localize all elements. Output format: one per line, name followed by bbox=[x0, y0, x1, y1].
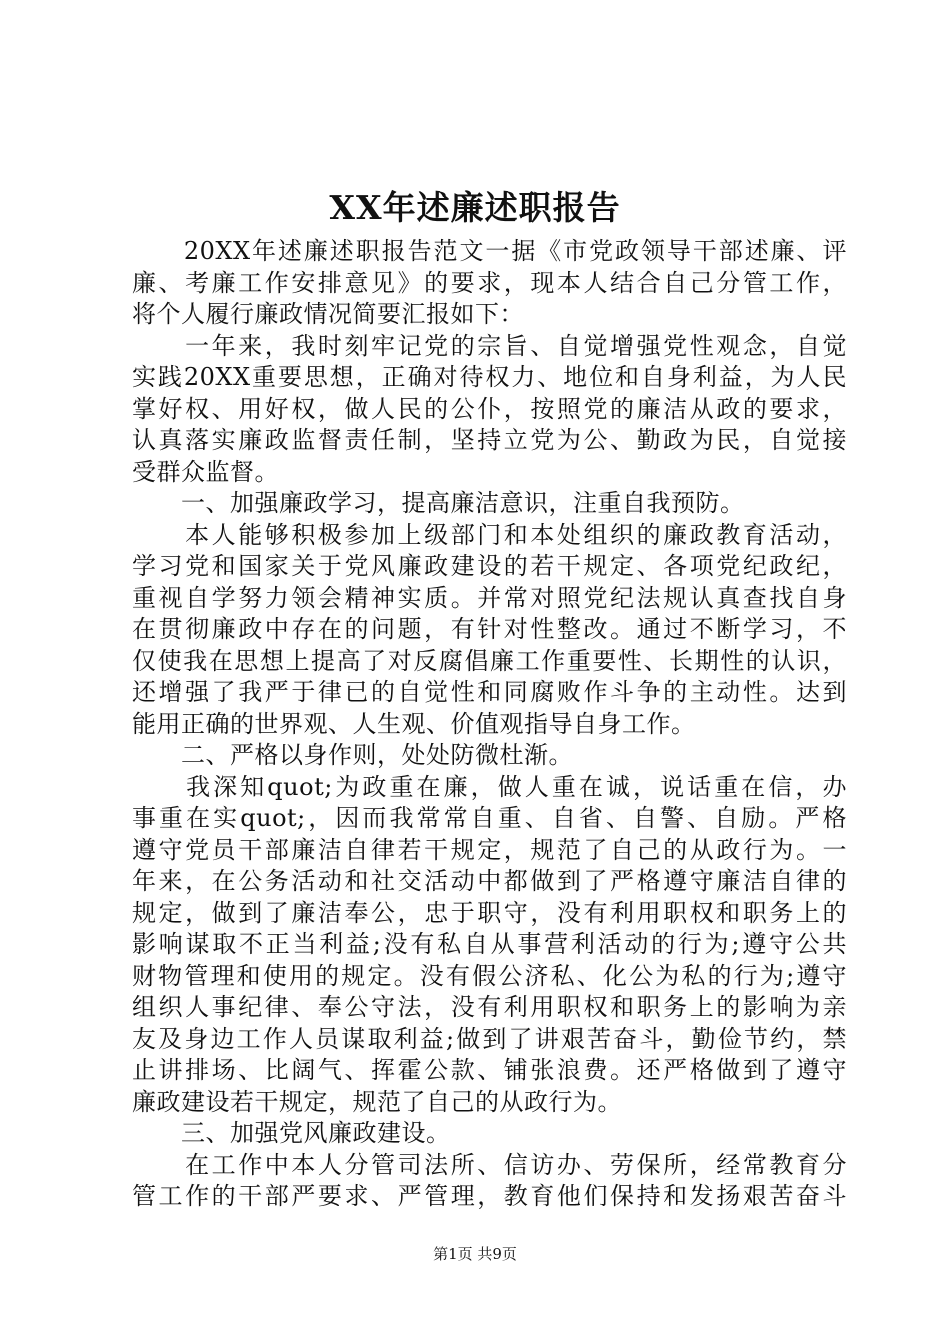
text-line: 重视自学努力领会精神实质。并常对照党纪法规认真查找自身 bbox=[132, 583, 847, 612]
text-line: 学习党和国家关于党风廉政建设的若干规定、各项党纪政纪， bbox=[132, 552, 847, 580]
document-title: XX年述廉述职报告 bbox=[329, 188, 621, 227]
text-line: 在工作中本人分管司法所、信访办、劳保所，经常教育分 bbox=[132, 1150, 847, 1179]
text-line: 友及身边工作人员谋取利益;做到了讲艰苦奋斗，勤俭节约，禁 bbox=[132, 1024, 847, 1053]
text-line: 年来，在公务活动和社交活动中都做到了严格遵守廉洁自律的 bbox=[132, 867, 847, 895]
text-line: 能用正确的世界观、人生观、价值观指导自身工作。 bbox=[132, 709, 696, 738]
text-line: 影响谋取不正当利益;没有私自从事营利活动的行为;遵守公共 bbox=[132, 930, 847, 958]
text-line: 廉、考廉工作安排意见》的要求，现本人结合自己分管工作， bbox=[132, 268, 847, 297]
text-line: 财物管理和使用的规定。没有假公济私、化公为私的行为;遵守 bbox=[132, 961, 847, 990]
text-line: 廉政建设若干规定，规范了自己的从政行为。 bbox=[132, 1087, 622, 1116]
text-line: 一年来，我时刻牢记党的宗旨、自觉增强党性观念，自觉 bbox=[132, 331, 847, 360]
text-line: 将个人履行廉政情况简要汇报如下： bbox=[132, 300, 524, 328]
text-line: 管工作的干部严要求、严管理，教育他们保持和发扬艰苦奋斗 bbox=[132, 1182, 847, 1210]
text-line: 我深知quot;为政重在廉，做人重在诚，说话重在信，办 bbox=[132, 772, 847, 801]
section-heading: 一、加强廉政学习，提高廉洁意识，注重自我预防。 bbox=[132, 489, 745, 517]
section-heading: 三、加强党风廉政建设。 bbox=[132, 1119, 451, 1147]
text-line: 组织人事纪律、奉公守法，没有利用职权和职务上的影响为亲 bbox=[132, 993, 847, 1021]
text-line: 仅使我在思想上提高了对反腐倡廉工作重要性、长期性的认识， bbox=[132, 646, 847, 675]
text-line: 事重在实quot;，因而我常常自重、自省、自警、自励。严格 bbox=[132, 804, 847, 832]
text-line: 止讲排场、比阔气、挥霍公款、铺张浪费。还严格做到了遵守 bbox=[132, 1056, 847, 1084]
section-heading: 二、严格以身作则，处处防微杜渐。 bbox=[132, 741, 573, 769]
text-line: 受群众监督。 bbox=[132, 457, 279, 486]
text-line: 在贯彻廉政中存在的问题，有针对性整改。通过不断学习，不 bbox=[132, 615, 847, 643]
text-line: 掌好权、用好权，做人民的公仆，按照党的廉洁从政的要求， bbox=[132, 394, 847, 423]
text-line: 本人能够积极参加上级部门和本处组织的廉政教育活动， bbox=[132, 520, 847, 549]
text-line: 遵守党员干部廉洁自律若干规定，规范了自己的从政行为。一 bbox=[132, 835, 847, 864]
text-line: 认真落实廉政监督责任制，坚持立党为公、勤政为民，自觉接 bbox=[132, 426, 847, 454]
text-line: 规定，做到了廉洁奉公，忠于职守，没有利用职权和职务上的 bbox=[132, 898, 847, 927]
text-line: 实践20XX重要思想，正确对待权力、地位和自身利益，为人民 bbox=[132, 363, 847, 391]
text-line: 还增强了我严于律已的自觉性和同腐败作斗争的主动性。达到 bbox=[132, 678, 847, 706]
text-line: 20XX年述廉述职报告范文一据《市党政领导干部述廉、评 bbox=[132, 237, 847, 265]
page-number-footer: 第1页 共9页 bbox=[433, 1245, 517, 1263]
document-body bbox=[132, 236, 847, 1213]
